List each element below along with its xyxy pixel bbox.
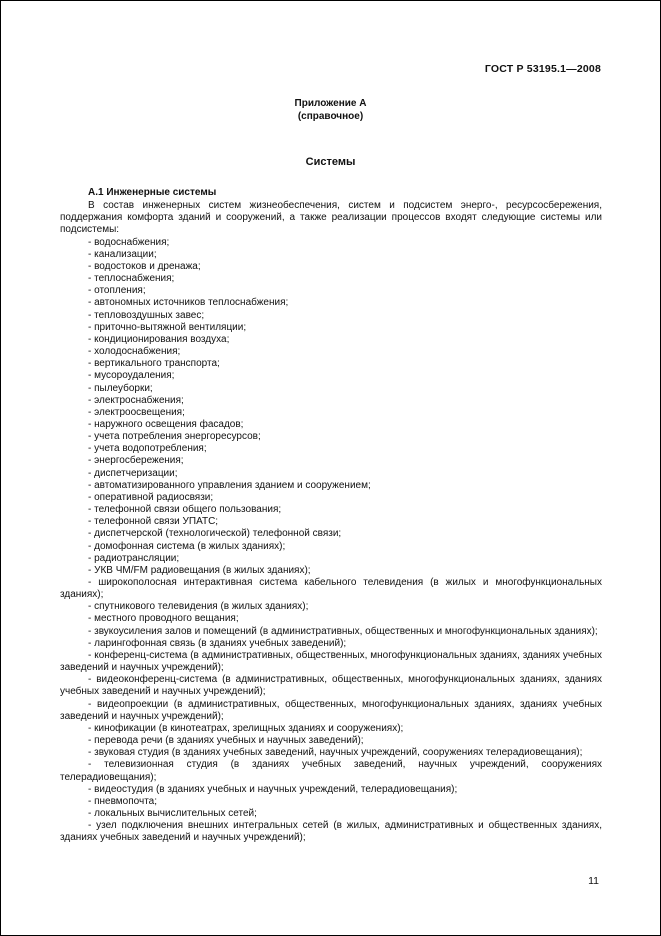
list-item: - пылеуборки;: [88, 382, 153, 394]
list-item: - учета водопотребления;: [88, 443, 207, 455]
list-item: - видеоконференц-система (в административных, общественных, многофункциональных зданиях, зданиях учебных заведений и научных учреждений);: [60, 674, 602, 698]
list-item: - ларингофонная связь (в зданиях учебных заведений);: [88, 637, 347, 649]
appendix-title: Приложение А: [294, 98, 367, 109]
list-item: - вертикального транспорта;: [88, 358, 220, 370]
list-item: - широкополосная интерактивная система кабельного телевидения (в жилых и многофункциональных зданиях);: [60, 577, 602, 601]
list-item: - канализации;: [88, 248, 157, 260]
appendix-block: [1, 98, 660, 123]
list-item: - узел подключения внешних интегральных сетей (в жилых, административных и общественных зданиях, зданиях учебных заведений и научных учреждений);: [60, 820, 602, 844]
list-item: - автоматизированного управления зданием и сооружением;: [88, 479, 371, 491]
list-item: - холодоснабжения;: [88, 346, 181, 358]
list-item: - электроосвещения;: [88, 406, 185, 418]
list-item: - энергосбережения;: [88, 455, 184, 467]
section-title: Системы: [305, 156, 356, 168]
appendix-subtitle: (справочное): [297, 110, 364, 122]
list-item: - радиотрансляции;: [88, 552, 180, 564]
list-item: - электроснабжения;: [88, 394, 184, 406]
list-item: - мусороудаления;: [88, 370, 175, 382]
page-number: 11: [588, 875, 599, 887]
document-number-header: ГОСТ Р 53195.1—2008: [484, 63, 601, 75]
list-item: - местного проводного вещания;: [88, 613, 239, 625]
document-body: [60, 187, 602, 844]
list-item: - кондиционирования воздуха;: [88, 333, 230, 345]
list-item: - учета потребления энергоресурсов;: [88, 431, 261, 443]
list-item: - кинофикации (в кинотеатрах, зрелищных зданиях и сооружениях);: [88, 722, 404, 734]
list-item: - оперативной радиосвязи;: [88, 491, 214, 503]
list-item: - тепловоздушных завес;: [88, 309, 205, 321]
list-item: - приточно-вытяжной вентиляции;: [88, 321, 247, 333]
list-item: - звукоусиления залов и помещений (в административных, общественных и многофункциональных зданиях);: [88, 625, 598, 637]
list-item: - звуковая студия (в зданиях учебных заведений, научных учреждений, сооружениях телерадиовещания);: [88, 747, 583, 759]
list-item: - диспетчерской (технологической) телефонной связи;: [88, 528, 342, 540]
list-item: - телефонной связи УПАТС;: [88, 516, 219, 528]
systems-list: [60, 237, 602, 845]
list-item: - видеостудия (в зданиях учебных и научных учреждений, телерадиовещания);: [88, 783, 458, 795]
list-item: - видеопроекции (в административных, общественных, многофункциональных зданиях, зданиях учебных заведений и научных учреждений);: [60, 698, 602, 722]
list-item: - конференц-система (в административных, общественных, многофункциональных зданиях, зданиях учебных заведений и научных учреждений);: [60, 649, 602, 674]
list-item: - пневмопочта;: [88, 795, 158, 807]
list-item: - диспетчеризации;: [88, 467, 178, 479]
list-item: - наружного освещения фасадов;: [88, 418, 244, 430]
list-item: - УКВ ЧМ/FM радиовещания (в жилых зданиях);: [88, 564, 311, 576]
list-item: - домофонная система (в жилых зданиях);: [88, 540, 286, 552]
list-item: - теплоснабжения;: [88, 273, 175, 285]
subsection-heading: А.1 Инженерные системы: [88, 187, 217, 198]
list-item: - перевода речи (в зданиях учебных и научных заведений);: [88, 735, 364, 747]
list-item: - локальных вычислительных сетей;: [88, 807, 257, 819]
list-item: - телефонной связи общего пользования;: [88, 504, 282, 516]
list-item: - спутникового телевидения (в жилых зданиях);: [88, 601, 309, 613]
intro-paragraph: В состав инженерных систем жизнеобеспечения, систем и подсистем энерго-, ресурсосбережения, поддержания комфорта зданий и сооружений, а также реализации процессов входят следующие системы или подсистемы:: [60, 200, 602, 236]
list-item: - автономных источников теплоснабжения;: [88, 297, 289, 309]
list-item: - водостоков и дренажа;: [88, 260, 201, 272]
list-item: - отопления;: [88, 285, 146, 297]
list-item: - водоснабжения;: [88, 236, 170, 248]
list-item: - телевизионная студия (в зданиях учебных заведений, научных учреждений, сооружениях телерадиовещания);: [60, 759, 602, 783]
